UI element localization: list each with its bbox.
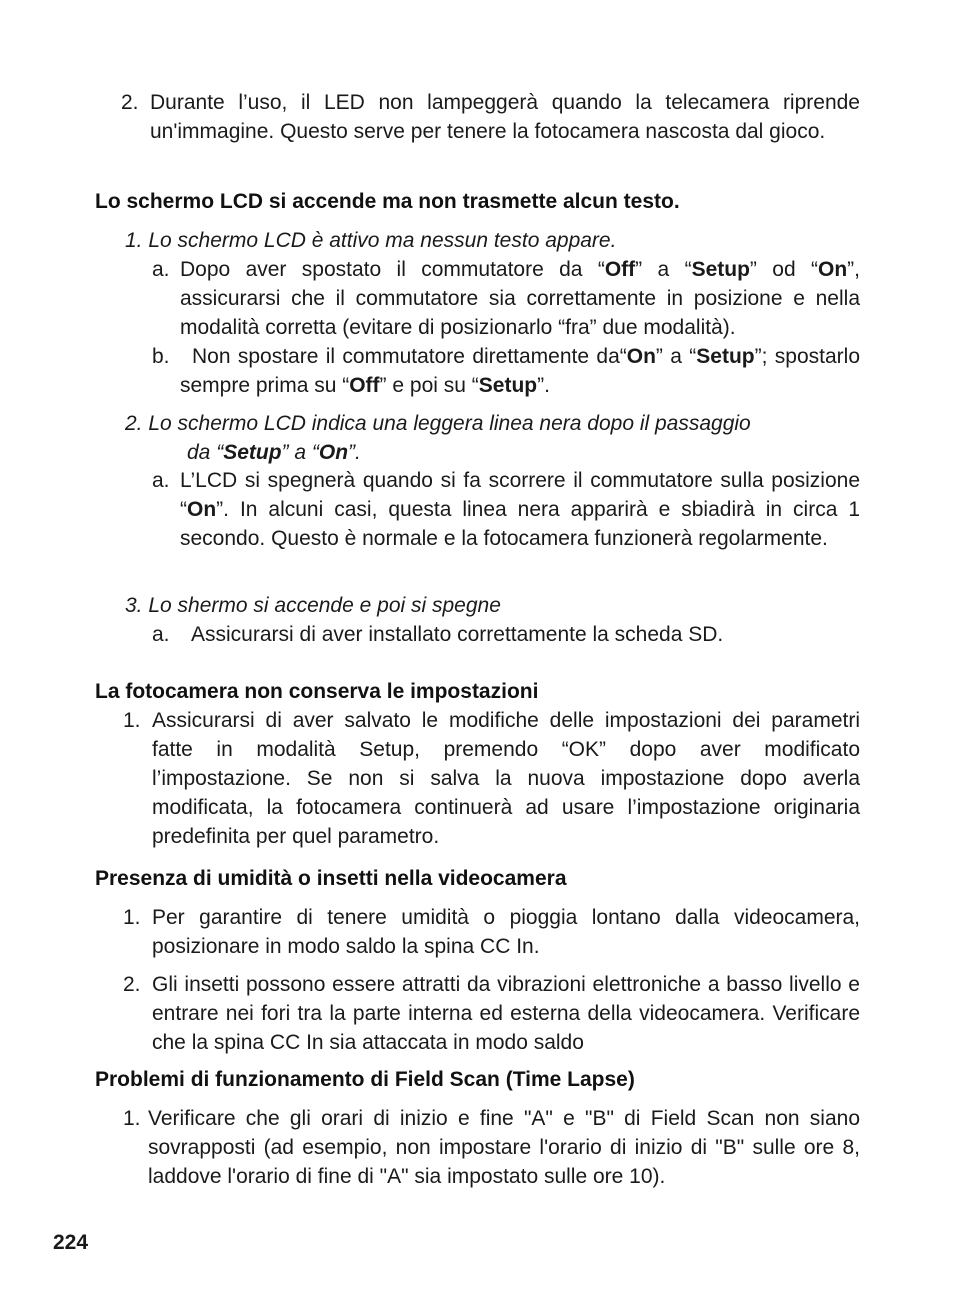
list-item-text: Assicurarsi di aver salvato le modifiche delle impostazioni dei parametri fatte in modalità Setup, premendo “OK” dopo aver modificato l’impostazione. Se non si salva la nuova impostazione dopo averla modificata, la fotocamera continuerà ad usare l’impostazione originaria predefinita per quel parametro. bbox=[152, 709, 860, 848]
list-letter: b. bbox=[152, 345, 170, 368]
list-item-text: Verificare che gli orari di inizio e fine "A" e "B" di Field Scan non siano sovrapposti (ad esempio, non impostare l'orario di inizio di "B" sulle ore 8, laddove l'orario di fine di "A" sia impostato sulle ore 10). bbox=[148, 1107, 860, 1188]
list-number: 2. bbox=[121, 91, 139, 114]
list-letter: a. bbox=[152, 258, 170, 281]
list-number: 1. bbox=[123, 1107, 141, 1130]
list-item-text: Non spostare il commutatore direttamente da“On” a “Setup”; spostarlo sempre prima su “Off” e poi su “Setup”. bbox=[180, 345, 861, 397]
list-number: 1. bbox=[123, 906, 141, 929]
list-number: 2. bbox=[123, 973, 141, 996]
page-number: 224 bbox=[53, 1231, 89, 1254]
list-number: 1. bbox=[123, 709, 141, 732]
section-heading-humidity: Presenza di umidità o insetti nella videocamera bbox=[95, 867, 567, 890]
subquestion-2-cont: da “Setup” a “On”. bbox=[187, 441, 361, 464]
section-heading-field-scan: Problemi di funzionamento di Field Scan (Time Lapse) bbox=[95, 1068, 635, 1091]
list-item-text: Per garantire di tenere umidità o pioggia lontano dalla videocamera, posizionare in modo saldo la spina CC In. bbox=[152, 906, 860, 958]
list-item-text: Durante l’uso, il LED non lampeggerà quando la telecamera riprende un'immagine. Questo serve per tenere la fotocamera nascosta dal gioco. bbox=[150, 91, 860, 143]
list-item-text: Assicurarsi di aver installato correttamente la scheda SD. bbox=[191, 623, 724, 646]
section-heading-lcd: Lo schermo LCD si accende ma non trasmette alcun testo. bbox=[95, 190, 680, 213]
list-item-text: L’LCD si spegnerà quando si fa scorrere il commutatore sulla posizione “On”. In alcuni casi, questa linea nera apparirà e sbiadirà in circa 1 secondo. Questo è normale e la fotocamera funzionerà regolarmente. bbox=[180, 469, 860, 550]
list-item-text: Dopo aver spostato il commutatore da “Off” a “Setup” od “On”, assicurarsi che il commutatore sia correttamente in posizione e nella modalità corretta (evitare di posizionarlo “fra” due modalità). bbox=[180, 258, 860, 339]
list-letter: a. bbox=[152, 469, 170, 492]
list-letter: a. bbox=[152, 623, 170, 646]
subquestion-3: 3. Lo shermo si accende e poi si spegne bbox=[125, 594, 501, 617]
section-heading-settings: La fotocamera non conserva le impostazioni bbox=[95, 680, 539, 703]
list-item-text: Gli insetti possono essere attratti da vibrazioni elettroniche a basso livello e entrare nei fori tra la parte interna ed esterna della videocamera. Verificare che la spina CC In sia attaccata in modo saldo bbox=[152, 973, 860, 1054]
subquestion-2: 2. Lo schermo LCD indica una leggera linea nera dopo il passaggio bbox=[125, 412, 751, 435]
subquestion-1: 1. Lo schermo LCD è attivo ma nessun testo appare. bbox=[125, 229, 617, 252]
